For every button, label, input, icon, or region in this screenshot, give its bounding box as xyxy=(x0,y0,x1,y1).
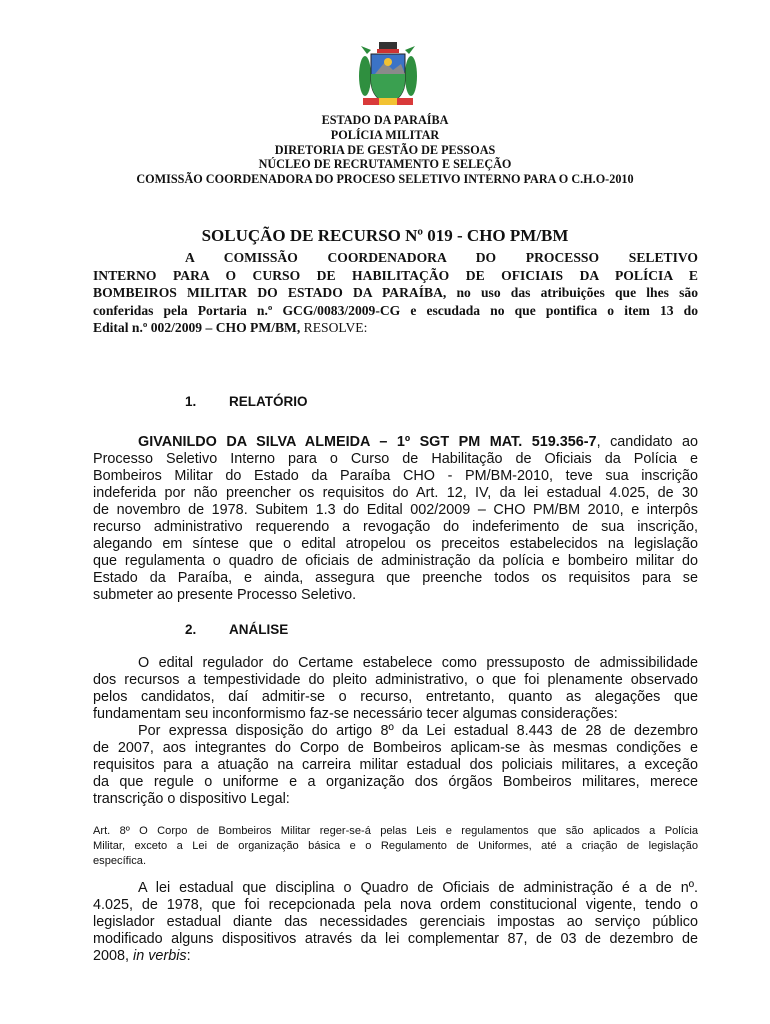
in-verbis: in verbis xyxy=(133,948,187,965)
paragraph-line: transcrição o dispositivo Legal: xyxy=(93,791,290,808)
paragraph-line: Estado da Paraíba, e ainda, assegura que preenche todos os requisitos para se xyxy=(93,570,698,587)
header-nucleus: NÚCLEO DE RECRUTAMENTO E SELEÇÃO xyxy=(258,157,512,172)
paragraph-line: de novembro de 1978. Subitem 1.3 do Edital 002/2009 – CHO PM/BM 2010, e interpôs xyxy=(93,502,698,519)
header-directorate: DIRETORIA DE GESTÃO DE PESSOAS xyxy=(274,142,496,157)
paragraph-line: fundamentam seu inconformismo faz-se necessário tecer algumas considerações: xyxy=(93,706,618,723)
paragraph-line: legislador estadual diante das necessidades gerenciais impostas ao serviço público xyxy=(93,914,698,931)
state-coat-of-arms-icon xyxy=(357,40,419,108)
preamble-line: INTERNO PARA O CURSO DE HABILITAÇÃO DE OFICIAIS DA POLÍCIA E xyxy=(93,267,698,283)
paragraph-line: Processo Seletivo Interno para o Curso de Habilitação de Oficiais da Polícia e xyxy=(93,451,698,468)
preamble xyxy=(93,249,698,337)
quote-line: Militar, exceto a Lei de organização básica e o Regulamento de Uniformes, até a criação de legislação xyxy=(93,840,698,853)
paragraph-line: GIVANILDO DA SILVA ALMEIDA – 1º SGT PM MAT. 519.356-7, candidato ao xyxy=(138,434,698,450)
paragraph-line: dos recursos a tempestividade do pleito administrativo, o que foi plenamente observado xyxy=(93,672,698,689)
analise-paragraph-3 xyxy=(93,880,698,965)
paragraph-line: O edital regulador do Certame estabelece como pressuposto de admissibilidade xyxy=(138,655,698,671)
paragraph-line: Por expressa disposição do artigo 8º da Lei estadual 8.443 de 28 de dezembro xyxy=(138,723,698,739)
paragraph-line: Bombeiros Militar do Estado da Paraíba CHO - PM/BM-2010, teve sua inscrição xyxy=(93,468,698,485)
preamble-line: Edital n.º 002/2009 – CHO PM/BM, RESOLVE: xyxy=(93,320,368,336)
document-title: SOLUÇÃO DE RECURSO Nº 019 - CHO PM/BM xyxy=(201,226,569,245)
letterhead xyxy=(60,113,710,187)
resolve-text: RESOLVE: xyxy=(300,320,368,336)
paragraph-line: modificado alguns dispositivos através da lei complementar 87, de 03 de dezembro de xyxy=(93,931,698,948)
section-title: ANÁLISE xyxy=(229,622,289,637)
preamble-line: A COMISSÃO COORDENADORA DO PROCESSO SELETIVO xyxy=(185,250,698,265)
analise-paragraph-2 xyxy=(93,723,698,808)
header-police: POLÍCIA MILITAR xyxy=(330,127,440,142)
paragraph-line: A lei estadual que disciplina o Quadro de Oficiais de administração é a de nº. xyxy=(138,880,698,896)
paragraph-line: que regulamenta o quadro de oficiais de administração da polícia e bombeiro militar do xyxy=(93,553,698,570)
section-number: 2. xyxy=(185,622,197,637)
paragraph-line: pelos candidatos, daí admitir-se o recurso, entretanto, quanto as alegações que xyxy=(93,689,698,706)
paragraph-line: indeferida por não preencher os requisitos do Art. 12, IV, da lei estadual 4.025, de 30 xyxy=(93,485,698,502)
paragraph-line: 4.025, de 1978, que foi recepcionada pela nova ordem constitucional vigente, tendo o xyxy=(93,897,698,914)
paragraph-line: recurso administrativo requerendo a revogação do indeferimento de sua inscrição, xyxy=(93,519,698,536)
section-title: RELATÓRIO xyxy=(229,394,308,409)
paragraph-line: da que regule o uniforme e a organização dos órgãos Bombeiros militares, merece xyxy=(93,774,698,791)
header-commission: COMISSÃO COORDENADORA DO PROCESO SELETIVO INTERNO PARA O C.H.O-2010 xyxy=(136,172,634,187)
preamble-line: BOMBEIROS MILITAR DO ESTADO DA PARAÍBA, no uso das atribuições que lhes são xyxy=(93,285,698,301)
legal-quote xyxy=(93,824,698,869)
analise-paragraph-1 xyxy=(93,655,698,723)
header-state: ESTADO DA PARAÍBA xyxy=(321,113,449,127)
quote-line: específica. xyxy=(93,855,147,868)
preamble-line: conferidas pela Portaria n.º GCG/0083/2009-CG e escudada no que pontifica o item 13 do xyxy=(93,302,698,318)
relatorio-paragraph xyxy=(93,434,698,604)
paragraph-line: submeter ao presente Processo Seletivo. xyxy=(93,587,357,604)
paragraph-line: requisitos para a atuação na carreira militar estadual dos policiais militares, a exceção xyxy=(93,757,698,774)
section-heading-relatorio xyxy=(185,394,308,409)
paragraph-line: alegando em síntese que o edital atropelou os preceitos estabelecidos na legislação xyxy=(93,536,698,553)
paragraph-line: 2008, in verbis: xyxy=(93,948,191,965)
quote-line: Art. 8º O Corpo de Bombeiros Militar reger-se-á pelas Leis e regulamentos que são aplicados a Polícia xyxy=(93,825,698,837)
section-number: 1. xyxy=(185,394,197,409)
section-heading-analise xyxy=(185,622,288,637)
paragraph-line: de 2007, aos integrantes do Corpo de Bombeiros aplicam-se às mesmas condições e xyxy=(93,740,698,757)
